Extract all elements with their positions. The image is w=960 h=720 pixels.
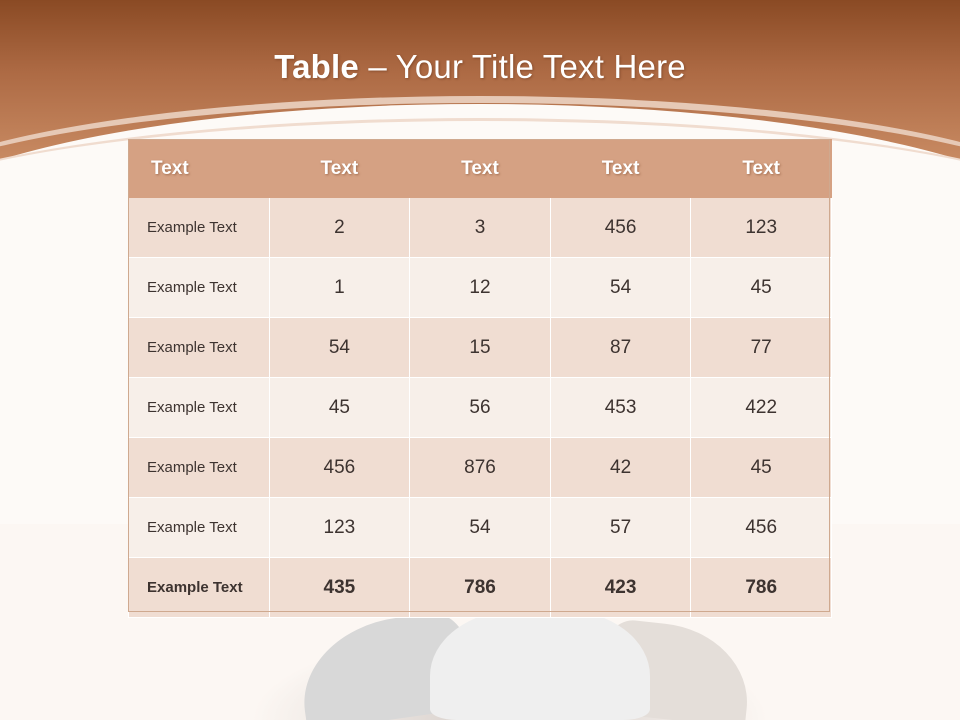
row-value: 453 <box>550 378 691 438</box>
row-value: 876 <box>410 438 551 498</box>
row-value: 1 <box>269 258 410 318</box>
row-value: 2 <box>269 198 410 258</box>
page-title <box>0 48 960 86</box>
photo-figure-center <box>430 610 650 720</box>
row-value: 54 <box>269 318 410 378</box>
row-value: 87 <box>550 318 691 378</box>
row-value: 786 <box>410 558 551 618</box>
data-table-container <box>128 139 832 618</box>
column-header-0[interactable]: Text <box>129 140 270 198</box>
row-value: 15 <box>410 318 551 378</box>
row-value: 54 <box>410 498 551 558</box>
row-value: 45 <box>691 438 832 498</box>
page-title-bold: Table <box>274 48 359 85</box>
row-value: 45 <box>269 378 410 438</box>
data-table <box>128 139 832 618</box>
row-label: Example Text <box>129 318 270 378</box>
table-row <box>129 438 832 498</box>
row-value: 45 <box>691 258 832 318</box>
table-row <box>129 498 832 558</box>
row-label: Example Text <box>129 558 270 618</box>
row-value: 3 <box>410 198 551 258</box>
row-value: 42 <box>550 438 691 498</box>
row-value: 54 <box>550 258 691 318</box>
table-body <box>129 198 832 618</box>
column-header-3[interactable]: Text <box>550 140 691 198</box>
row-label: Example Text <box>129 498 270 558</box>
row-value: 456 <box>691 498 832 558</box>
row-value: 456 <box>550 198 691 258</box>
table-row <box>129 198 832 258</box>
row-label: Example Text <box>129 198 270 258</box>
row-value: 12 <box>410 258 551 318</box>
row-label: Example Text <box>129 438 270 498</box>
row-value: 56 <box>410 378 551 438</box>
column-header-1[interactable]: Text <box>269 140 410 198</box>
row-value: 423 <box>550 558 691 618</box>
table-header <box>129 140 832 198</box>
row-value: 77 <box>691 318 832 378</box>
row-value: 456 <box>269 438 410 498</box>
column-header-4[interactable]: Text <box>691 140 832 198</box>
row-value: 435 <box>269 558 410 618</box>
table-row <box>129 318 832 378</box>
row-label: Example Text <box>129 378 270 438</box>
column-header-2[interactable]: Text <box>410 140 551 198</box>
page-title-separator: – <box>368 48 387 85</box>
row-value: 57 <box>550 498 691 558</box>
table-row <box>129 378 832 438</box>
table-row <box>129 258 832 318</box>
row-label: Example Text <box>129 258 270 318</box>
table-row-total <box>129 558 832 618</box>
table-header-row <box>129 140 832 198</box>
row-value: 123 <box>269 498 410 558</box>
page-title-light: Your Title Text Here <box>395 48 686 85</box>
row-value: 422 <box>691 378 832 438</box>
row-value: 786 <box>691 558 832 618</box>
row-value: 123 <box>691 198 832 258</box>
